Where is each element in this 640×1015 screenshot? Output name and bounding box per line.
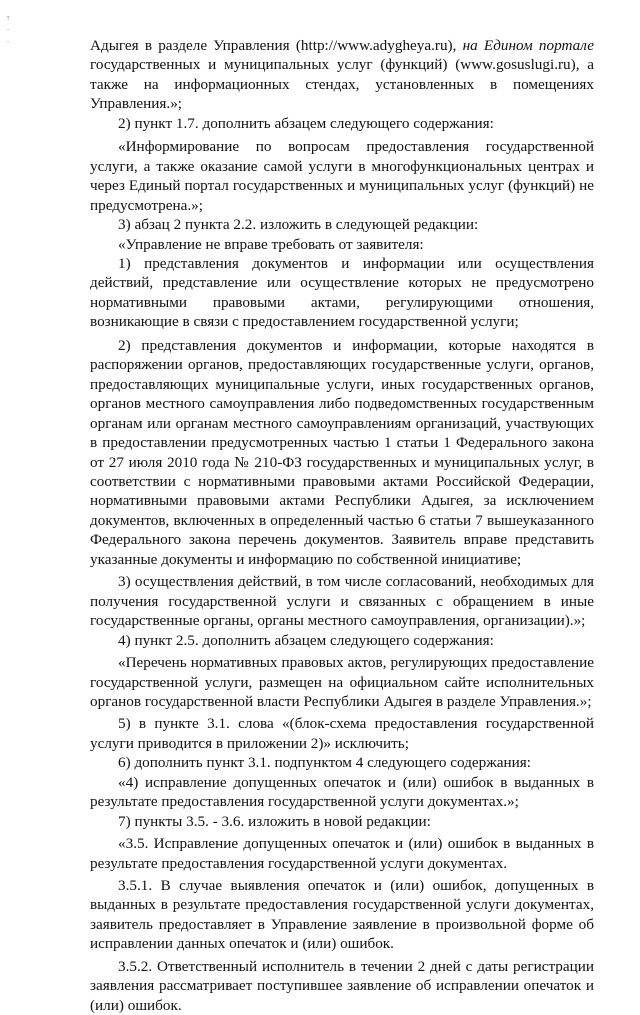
amendment-item-7: 7) пункты 3.5. - 3.6. изложить в новой редакции: — [118, 812, 431, 830]
section-3-5: «3.5. Исправление допущенных опечаток и (или) ошибок в выданных в результате предоставления государственной услуги документах. — [90, 835, 594, 872]
list-item-3: 3) осуществления действий, в том числе согласований, необходимых для получения государственной услуги и связанных с обращением в иные государственные органы, органы местного самоуправления, организации).»; — [90, 573, 594, 630]
quoted-paragraph-informing: «Информирование по вопросам предоставления государственной услуги, а также оказание самой услуги в многофункциональных центрах и через Единый портал государственных и муниципальных услуг (функций) не предусмотрена.»; — [90, 138, 594, 214]
amendment-item-5: 5) в пункте 3.1. слова «(блок-схема предоставления государственной услуги приводится в приложении 2)» исключить; — [90, 715, 594, 752]
quoted-paragraph-requirements: «Управление не вправе требовать от заявителя: — [118, 235, 424, 253]
amendment-item-6: 6) дополнить пункт 3.1. подпунктом 4 следующего содержания: — [118, 754, 531, 772]
margin-mark: т — [6, 14, 11, 22]
list-item-2: 2) представления документов и информации, которые находятся в распоряжении органов, предоставляющих государственные услуги, органов, предоставляющих муниципальные услуги, иных государственных органов, органов местного самоуправления либо подведомственных государственным органам или органам местного самоуправлениям организаций, участвующих в предоставлении предусмотренных частью 1 статьи 1 Федерального закона от 27 июля 2010 года № 210-ФЗ государственных и муниципальных услуг, в соответствии с нормативными правовыми актами Российской Федерации, нормативными правовыми актами Республики Адыгея, за исключением документов, включенных в определенный частью 6 статьи 7 вышеуказанного Федерального закона перечень документов. Заявитель вправе представить указанные документы и информацию по собственной инициативе; — [90, 336, 594, 568]
italic-text-run: на Едином портале — [462, 37, 594, 54]
text-run: Адыгея в разделе Управления (http://www.adygheya.ru), — [90, 37, 463, 54]
quoted-paragraph-subitem-4: «4) исправление допущенных опечаток и (или) ошибок в выданных в результате предоставления государственной услуги документах.»; — [90, 773, 594, 811]
margin-mark: - — [6, 38, 11, 46]
amendment-item-2: 2) пункт 1.7. дополнить абзацем следующего содержания: — [118, 114, 494, 132]
quoted-paragraph-legal-acts: «Перечень нормативных правовых актов, регулирующих предоставление государственной услуги, размещен на официальном сайте исполнительных органов государственной власти Республики Адыгея в разделе Управления.»; — [90, 654, 594, 710]
section-3-5-1: 3.5.1. В случае выявления опечаток и (или) ошибок, допущенных в выданных в результате предоставления государственной услуги документах, заявитель предоставляет в Управление заявление в произвольной форме об исправлении данных опечаток и (или) ошибок. — [90, 877, 594, 953]
section-3-5-2: 3.5.2. Ответственный исполнитель в течении 2 дней с даты регистрации заявления рассматривает поступившее заявление об исправлении опечаток и (или) ошибок. — [90, 957, 594, 1014]
margin-marks — [6, 12, 14, 48]
paragraph-continuation — [90, 36, 594, 114]
amendment-item-3: 3) абзац 2 пункта 2.2. изложить в следующей редакции: — [118, 216, 479, 234]
amendment-item-4: 4) пункт 2.5. дополнить абзацем следующего содержания: — [118, 631, 494, 649]
document-body — [90, 36, 594, 1015]
list-item-1: 1) представления документов и информации или осуществления действий, представление или осуществление которых не предусмотрено нормативными правовыми актами, регулирующими отношения, возникающие в связи с предоставлением государственной услуги; — [90, 254, 594, 331]
margin-mark: - — [6, 26, 11, 34]
text-run: государственных и муниципальных услуг (функций) (www.gosuslugi.ru), а также на информационных стендах, установленных в помещениях Управления.»; — [90, 56, 594, 113]
